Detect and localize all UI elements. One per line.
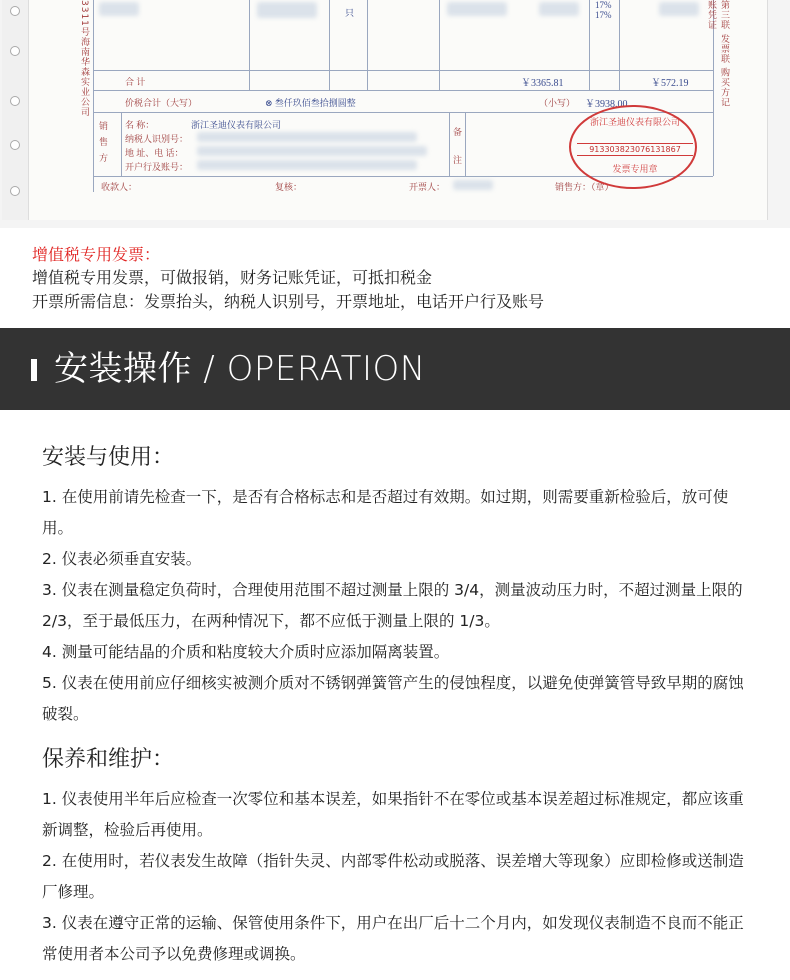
invoice-tax-rate-1: 17% [595, 0, 612, 10]
invoice-payee-label: 收款人： [101, 182, 138, 192]
invoice-stamp [569, 105, 697, 189]
invoice-small-label: （小写） [539, 98, 576, 108]
invoice-image [0, 0, 790, 228]
maintenance-heading: 保养和维护： [42, 747, 175, 772]
vat-note [32, 244, 544, 314]
install-item: 1. 在使用前请先检查一下，是否有合格标志和是否超过有效期。如过期，则需要重新检验后，放可使用。 [42, 488, 729, 537]
invoice-seller-seal-label: 销售方：（章） [555, 182, 614, 192]
invoice-remark-label: 备注 [453, 127, 463, 165]
install-item: 3. 仪表在测量稳定负荷时，合理使用范围不超过测量上限的 3/4，测量波动压力时，不超过测量上限的 2/3，至于最低压力，在两种情况下，都不应低于测量上限的 1/3。 [42, 581, 743, 630]
maintenance-item: 3. 仪表在遵守正常的运输、保管使用条件下，用户在出厂后十二个月内，如发现仪表制造不良而不能正常使用者本公司予以免费修理或调换。 [42, 914, 744, 963]
invoice-price-tax-words: ⊗ 叁仟玖佰叁拾捌圆整 [265, 98, 356, 108]
invoice-sheet [28, 0, 768, 220]
vat-note-title: 增值税专用发票： [32, 245, 161, 264]
invoice-seller-name: 浙江圣迪仪表有限公司 [191, 120, 282, 130]
invoice-seller-field-taxid: 纳税人识别号： [125, 134, 189, 144]
invoice-form-code: 3311号海南华森实业公司 [79, 0, 89, 117]
invoice-total-tax: ￥572.19 [651, 78, 689, 89]
invoice-drawer-label: 开票人： [409, 182, 446, 192]
section-title: 安装操作 / OPERATION [54, 349, 426, 389]
vat-note-line: 增值税专用发票，可做报销，财务记账凭证，可抵扣税金 [32, 268, 433, 287]
invoice-seller-field-name: 名 称： [125, 120, 155, 130]
invoice-price-tax-label: 价税合计（大写） [125, 98, 198, 108]
invoice-unit: 只 [345, 8, 355, 18]
install-item: 2. 仪表必须垂直安装。 [42, 550, 202, 568]
invoice-small-amount: ￥3938.00 [585, 99, 628, 110]
operation-content [42, 440, 754, 970]
install-item: 4. 测量可能结晶的介质和粘度较大介质时应添加隔离装置。 [42, 643, 450, 661]
perforation-left [2, 0, 28, 220]
invoice-total-amount: ￥3365.81 [521, 78, 564, 89]
invoice-total-label: 合 计 [125, 77, 146, 87]
invoice-reviewer-label: 复核： [275, 182, 303, 192]
invoice-copy-label: 第三联 发票联 购买方记账凭证 [706, 0, 729, 108]
invoice-tax-rate-2: 17% [595, 10, 612, 20]
stamp-purpose: 发票专用章 [612, 164, 658, 174]
stamp-number: 913303823076131867 [577, 143, 693, 156]
vat-note-line: 开票所需信息：发票抬头，纳税人识别号，开票地址，电话开户行及账号 [32, 292, 545, 311]
install-heading: 安装与使用： [42, 445, 175, 470]
stamp-company: 浙江圣迪仪表有限公司 [589, 117, 680, 127]
maintenance-item: 1. 仪表使用半年后应检查一次零位和基本误差，如果指针不在零位或基本误差超过标准规定，都应该重新调整，检验后再使用。 [42, 790, 744, 839]
invoice-seller-field-addr: 地 址、电 话： [125, 148, 184, 158]
install-item: 5. 仪表在使用前应仔细核实被测介质对不锈钢弹簧管产生的侵蚀程度，以避免使弹簧管导致早期的腐蚀破裂。 [42, 674, 744, 723]
maintenance-item: 2. 在使用时，若仪表发生故障（指针失灵、内部零件松动或脱落、误差增大等现象）应即检修或送制造厂修理。 [42, 852, 744, 901]
invoice-seller-label: 销售方 [99, 121, 109, 163]
banner-accent-bar [31, 359, 37, 381]
invoice-seller-field-bank: 开户行及账号： [125, 162, 189, 172]
